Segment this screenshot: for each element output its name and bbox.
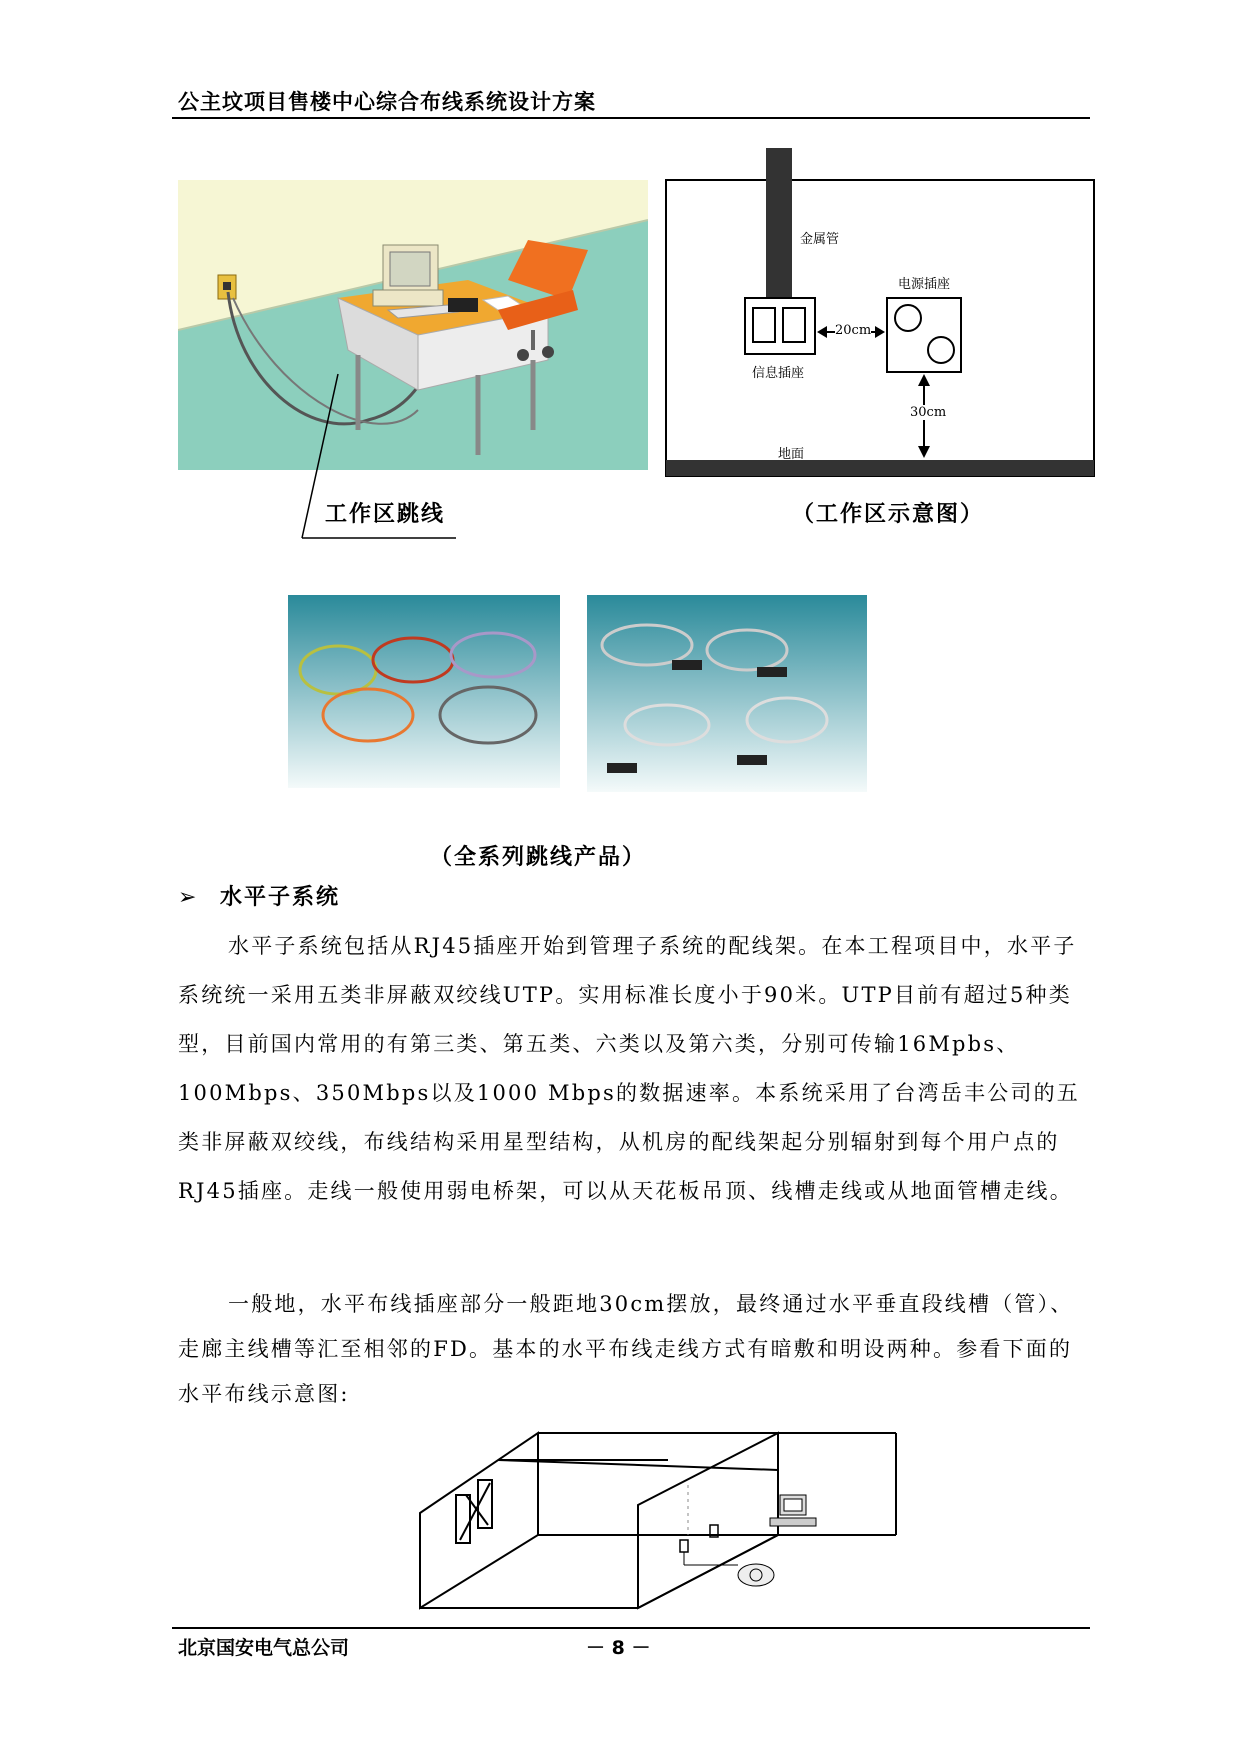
paragraph-2 <box>178 1282 1091 1417</box>
paragraph-1-text: 水平子系统包括从RJ45插座开始到管理子系统的配线架。在本工程项目中，水平子系统统一采用五类非屏蔽双绞线UTP。实用标准长度小于90米。UTP目前有超过5种类型，目前国内常用的有第三类、第五类、六类以及第六类，分别可传输16Mpbs、100Mbps、350Mbps以及1000 Mbps的数据速率。本系统采用了台湾岳丰公司的五类非屏蔽双绞线，布线结构采用星型结构，从机房的配线架起分别辐射到每个用户点的RJ45插座。走线一般使用弱电桥架，可以从天花板吊顶、线槽走线或从地面管槽走线。 <box>178 934 1080 1203</box>
section-heading-text: 水平子系统 <box>220 885 341 910</box>
metal-pipe-label: 金属管 <box>800 232 840 247</box>
patch-cords-photo-1 <box>288 595 560 788</box>
patch-cord-products-caption: （全系列跳线产品） <box>430 845 647 870</box>
section-heading <box>178 880 340 911</box>
footer-rule <box>172 1627 1090 1629</box>
distance-20cm-label: 20cm <box>835 323 872 338</box>
workstation-patch-cord-caption: 工作区跳线 <box>325 502 446 527</box>
info-socket-label: 信息插座 <box>752 366 805 381</box>
distance-30cm-label: 30cm <box>910 405 947 420</box>
paragraph-1 <box>178 922 1091 1216</box>
floor-label: 地面 <box>778 447 805 462</box>
footer-page-number: － 8 － <box>586 1637 651 1659</box>
paragraph-2-text: 一般地，水平布线插座部分一般距地30cm摆放，最终通过水平垂直段线槽（管）、走廊主线槽等汇至相邻的FD。基本的水平布线走线方式有暗敷和明设两种。参看下面的水平布线示意图: <box>178 1292 1074 1406</box>
horizontal-cabling-diagram <box>418 1425 898 1610</box>
work-area-schematic <box>665 148 1095 478</box>
header-rule <box>172 117 1090 119</box>
power-socket-label: 电源插座 <box>898 277 951 292</box>
patch-cords-photo-2 <box>587 595 867 792</box>
footer-company: 北京国安电气总公司 <box>178 1637 350 1659</box>
arrowhead-bullet-icon: ➢ <box>178 885 199 910</box>
document-header-title: 公主坟项目售楼中心综合布线系统设计方案 <box>178 90 596 114</box>
work-area-diagram-caption: （工作区示意图） <box>792 502 985 527</box>
